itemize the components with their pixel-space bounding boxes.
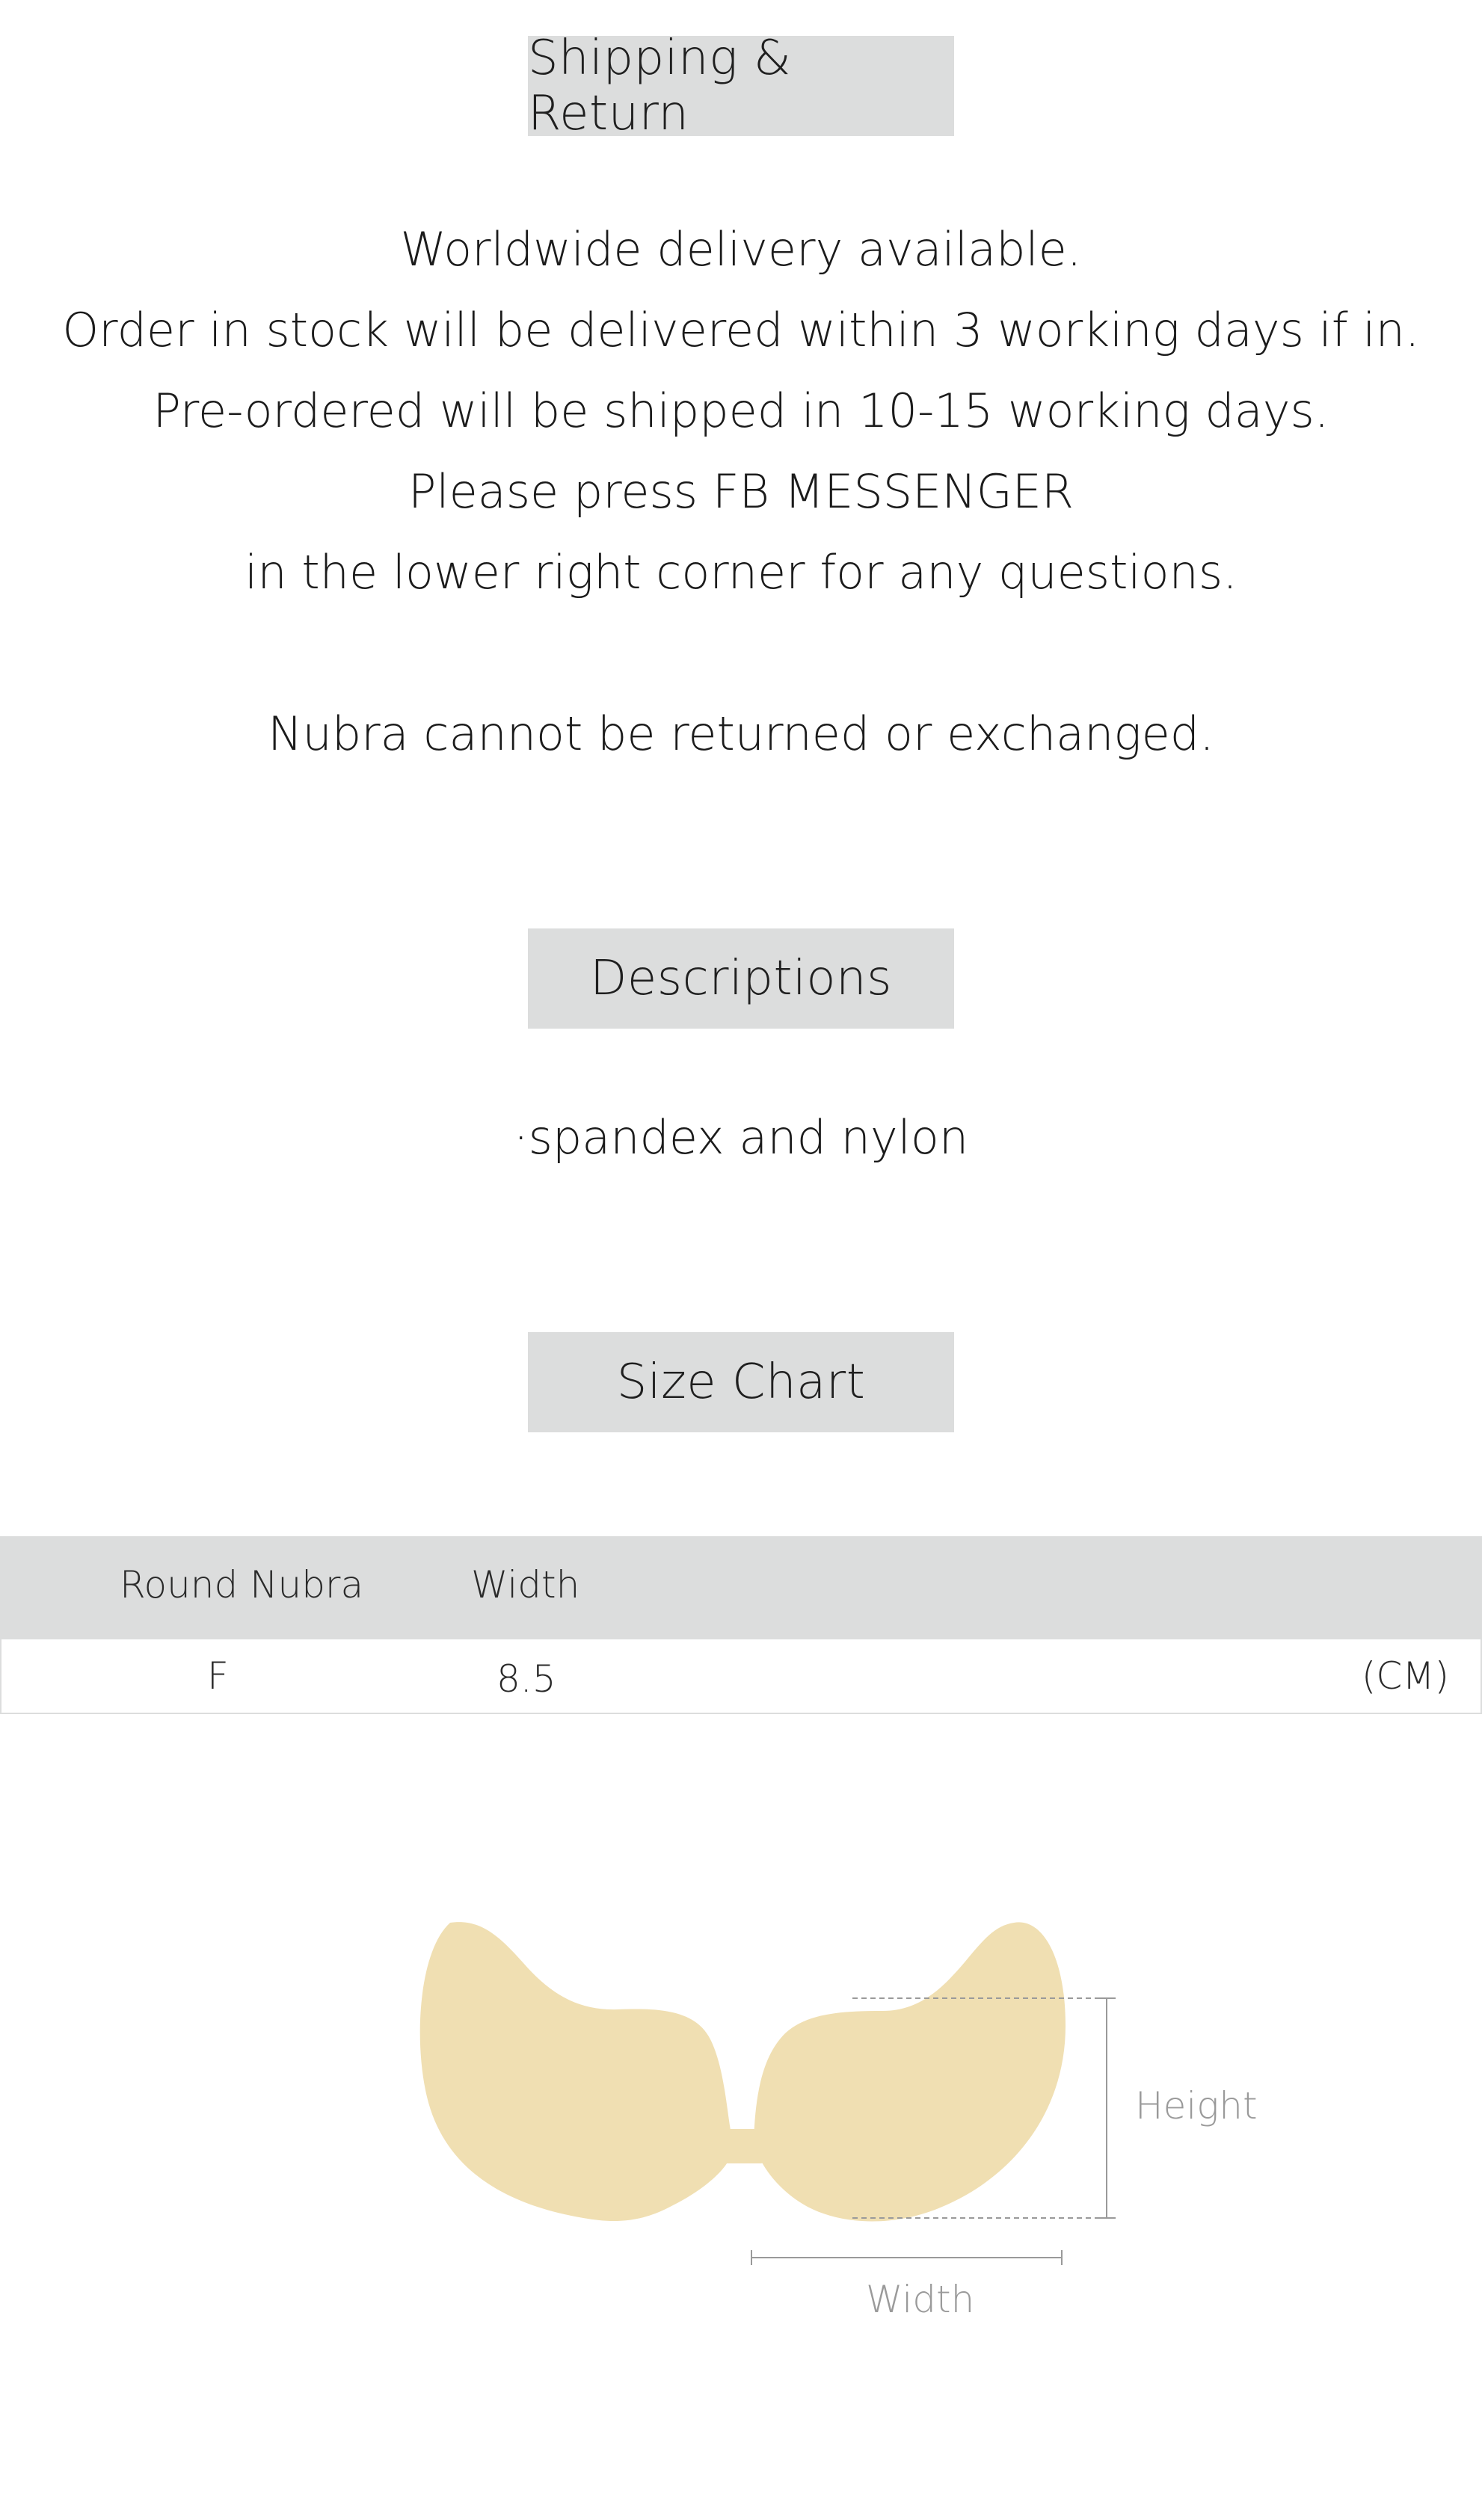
size-cell: F bbox=[207, 1654, 229, 1698]
nubra-size-diagram bbox=[0, 1884, 1482, 2407]
table-row bbox=[0, 1639, 1482, 1714]
size-table-header-row bbox=[0, 1536, 1482, 1639]
left-cup bbox=[420, 1922, 734, 2221]
shipping-line-3: Pre-ordered will be shipped in 10-15 working days. bbox=[153, 383, 1329, 438]
shipping-return-header: Shipping & Return bbox=[528, 36, 954, 136]
unit-label: (CM) bbox=[1361, 1654, 1449, 1698]
size-table bbox=[0, 1536, 1482, 1714]
column-header-round-nubra: Round Nubra bbox=[120, 1563, 364, 1606]
shipping-line-4: Please press FB MESSENGER bbox=[408, 464, 1074, 519]
width-cell: 8.5 bbox=[496, 1657, 556, 1701]
right-cup bbox=[754, 1922, 1066, 2221]
return-policy-note: Nubra cannot be returned or exchanged. bbox=[268, 706, 1214, 761]
width-label: Width bbox=[866, 2278, 975, 2321]
descriptions-header: Descriptions bbox=[528, 928, 954, 1029]
shipping-line-1: Worldwide delivery available. bbox=[400, 222, 1082, 277]
nubra-illustration bbox=[0, 1884, 1482, 2407]
column-header-width: Width bbox=[471, 1563, 580, 1606]
size-chart-header: Size Chart bbox=[528, 1332, 954, 1432]
shipping-line-2: Order in stock will be delivered within 3 working days if in. bbox=[62, 303, 1420, 357]
height-label: Height bbox=[1135, 2084, 1258, 2128]
description-item: ·spandex and nylon bbox=[513, 1110, 969, 1165]
shipping-line-5: in the lower right corner for any questions. bbox=[245, 545, 1237, 600]
